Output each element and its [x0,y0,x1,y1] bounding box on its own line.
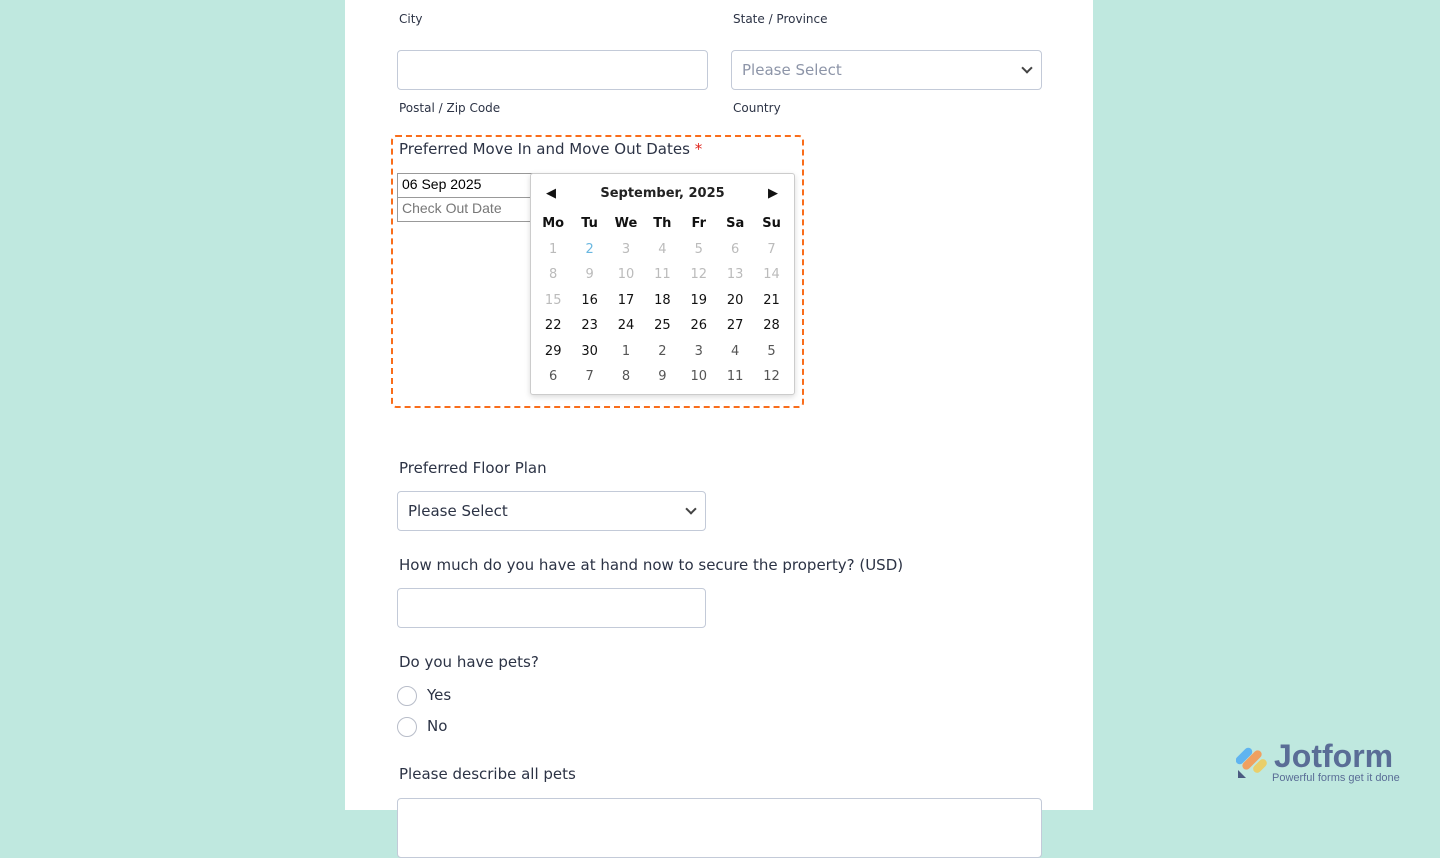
calendar-day: 6 [731,241,740,257]
calendar-day[interactable]: 27 [726,318,744,333]
weekday-header: Tu [581,216,598,231]
funds-input[interactable] [397,588,706,628]
dates-label: Preferred Move In and Move Out Dates * [399,140,703,158]
calendar-day[interactable]: 2 [585,241,594,257]
calendar-day: 11 [654,267,671,282]
state-label: State / Province [733,12,828,26]
jotform-tagline: Powerful forms get it done [1272,772,1400,784]
calendar-day[interactable]: 11 [726,369,744,384]
calendar-day: 7 [767,241,776,257]
calendar-day: 5 [694,241,703,257]
calendar-day[interactable]: 24 [617,318,635,333]
city-label: City [399,12,423,26]
calendar-day[interactable]: 19 [690,292,708,308]
calendar-day[interactable]: 7 [585,369,594,384]
country-label: Country [733,101,781,115]
calendar-day[interactable]: 8 [621,369,631,384]
calendar-day: 15 [544,292,562,308]
weekday-header: We [614,216,638,231]
calendar-month-label: September, 2025 [600,186,725,201]
pets-no-label[interactable]: No [427,717,448,735]
describe-pets-textarea[interactable] [397,798,1042,858]
pets-yes-radio[interactable] [397,686,417,706]
floor-plan-select[interactable] [397,491,706,531]
calendar-day[interactable]: 12 [763,369,780,384]
calendar-day[interactable]: 6 [549,369,558,384]
calendar-day[interactable]: 3 [694,343,703,359]
postal-label: Postal / Zip Code [399,101,501,115]
calendar-day[interactable]: 21 [763,292,780,308]
calendar-day: 12 [690,267,708,282]
country-select-value: Please Select [742,61,842,79]
calendar-day[interactable]: 16 [581,292,598,308]
floor-plan-label: Preferred Floor Plan [399,459,547,477]
calendar-day[interactable]: 9 [658,369,667,384]
prev-month-icon[interactable]: ◀ [546,186,556,201]
calendar-grid [535,216,790,395]
checkout-date-input[interactable]: Check Out Date [397,197,537,222]
calendar-day[interactable]: 1 [621,343,631,359]
calendar-day[interactable]: 30 [581,343,598,359]
calendar-day: 14 [763,267,780,282]
next-month-icon[interactable]: ▶ [768,186,778,201]
calendar-day: 9 [585,267,594,282]
calendar-day: 13 [726,267,744,282]
calendar-day[interactable]: 29 [544,343,562,359]
floor-plan-select-value: Please Select [408,502,508,520]
calendar-day: 3 [621,241,631,257]
calendar-day[interactable]: 4 [731,343,740,359]
calendar-day[interactable]: 17 [617,292,635,308]
calendar-day[interactable]: 18 [654,292,671,308]
describe-pets-label: Please describe all pets [399,765,576,783]
calendar-day[interactable]: 25 [654,318,671,333]
weekday-header: Mo [542,216,565,231]
jotform-wordmark: Jotform [1274,738,1394,774]
calendar-day[interactable]: 2 [658,343,667,359]
calendar-day[interactable]: 5 [767,343,776,359]
weekday-header: Sa [726,216,745,231]
jotform-mark-icon [1236,744,1272,780]
weekday-header: Su [762,216,781,231]
calendar-day[interactable]: 10 [690,369,708,384]
checkin-date-input[interactable]: 06 Sep 2025 [397,173,537,198]
calendar-day: 8 [549,267,558,282]
calendar-day[interactable]: 28 [763,318,780,333]
pets-yes-label[interactable]: Yes [427,686,452,704]
chevron-down-icon [685,503,696,514]
pets-label: Do you have pets? [399,653,539,671]
datepicker-calendar [530,173,795,395]
chevron-down-icon [1021,62,1032,73]
calendar-day: 1 [549,241,558,257]
calendar-day[interactable]: 20 [726,292,744,308]
postal-input[interactable] [397,50,708,90]
weekday-header: Th [653,216,672,231]
calendar-day: 4 [658,241,667,257]
calendar-day[interactable]: 23 [581,318,598,333]
weekday-header: Fr [691,216,706,231]
required-mark: * [694,140,703,158]
calendar-day[interactable]: 22 [544,318,562,333]
calendar-day[interactable]: 26 [690,318,708,333]
country-select[interactable] [731,50,1042,90]
funds-label: How much do you have at hand now to secure the property? (USD) [399,556,904,574]
calendar-day: 10 [617,267,635,282]
pets-no-radio[interactable] [397,717,417,737]
